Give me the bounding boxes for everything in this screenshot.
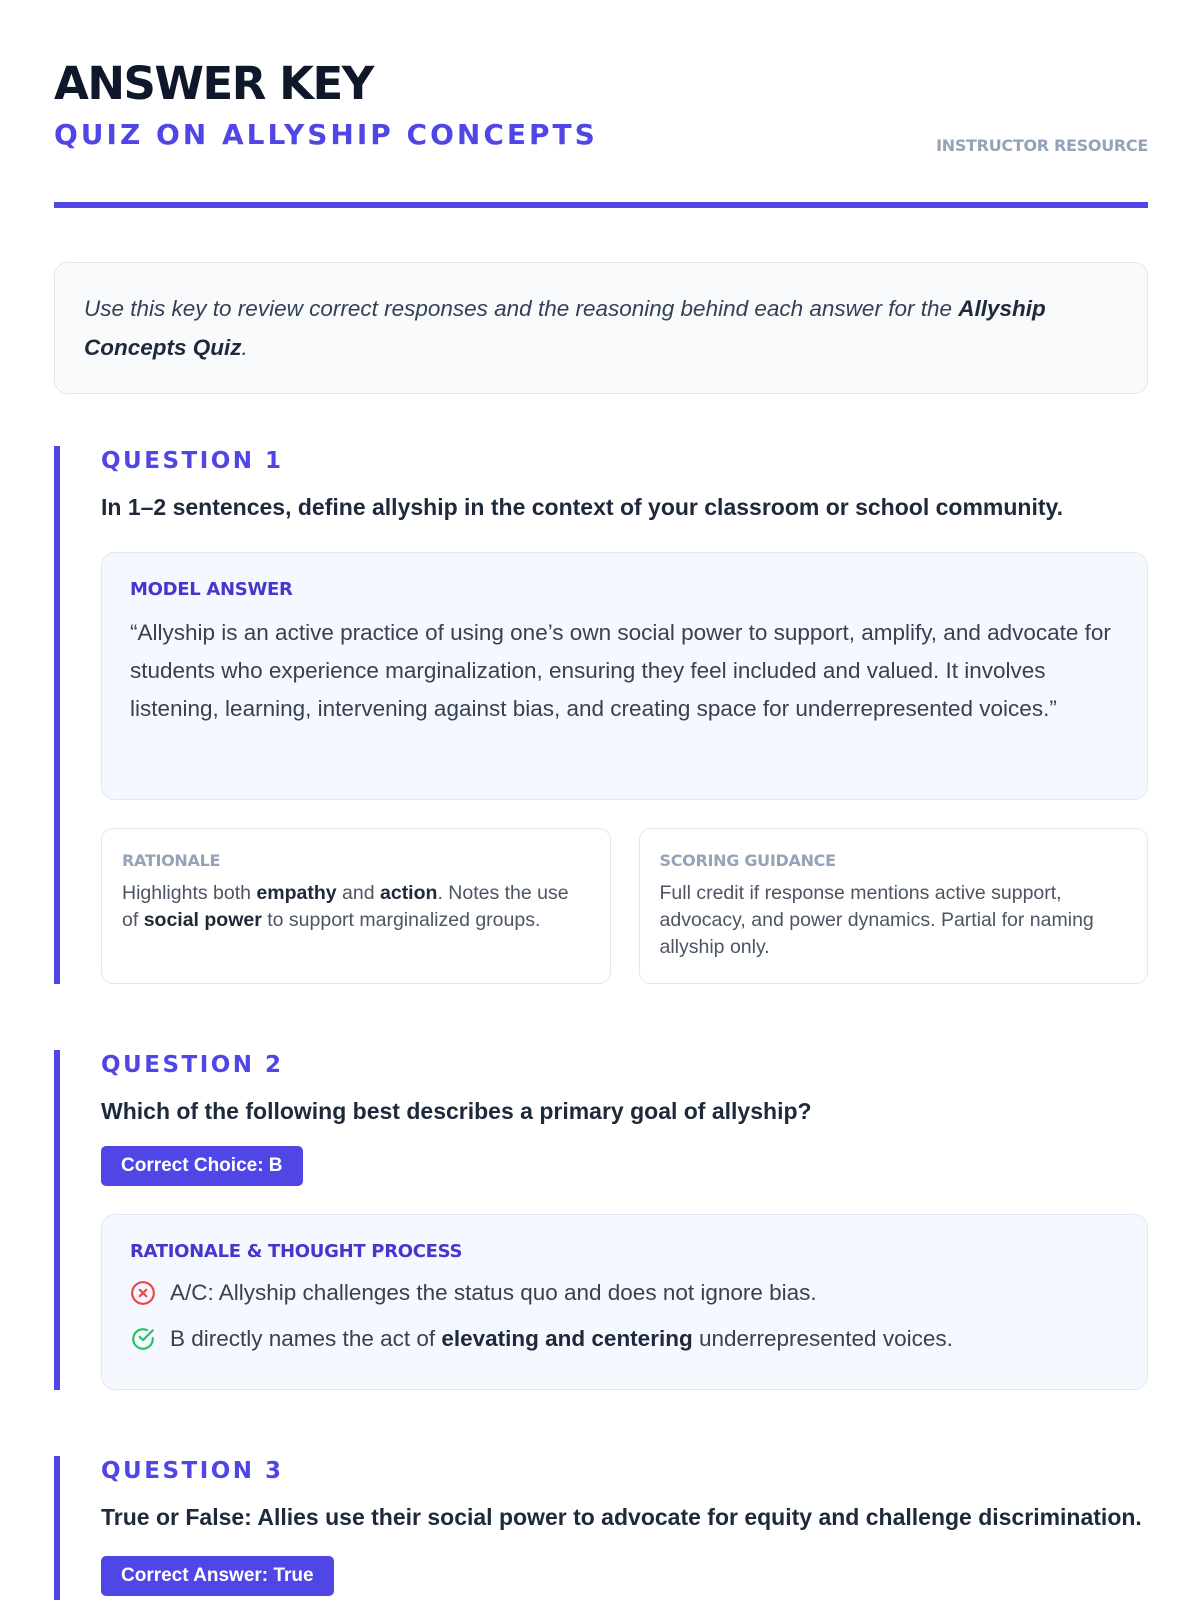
model-answer-text: “Allyship is an active practice of using one’s own social power to support, amplify, and advocate for students who experience marginalization, ensuring they feel included and valued. It involves listening, learning, intervening against bias, and creating space for underrepresented voices.” xyxy=(130,620,1111,721)
rationale-item-text: B directly names the act of elevating and centering underrepresented voices. xyxy=(170,1326,953,1351)
quiz-name: Allyship Concepts Quiz xyxy=(84,296,1046,360)
x-circle-icon xyxy=(130,1280,156,1306)
question-label: QUESTION 3 xyxy=(101,1458,284,1484)
intro-box xyxy=(54,262,1148,394)
rationale-item xyxy=(130,1324,1119,1354)
correct-answer-badge: Correct Answer: True xyxy=(101,1556,334,1596)
rationale-label: RATIONALE xyxy=(122,851,221,870)
model-answer-label: MODEL ANSWER xyxy=(130,579,293,600)
rationale-text: Highlights both empathy and action. Notes the use of social power to support marginalized groups. xyxy=(122,882,569,931)
rationale-panel xyxy=(101,1214,1148,1390)
answer-cards xyxy=(101,828,1148,984)
rationale-label: RATIONALE & THOUGHT PROCESS xyxy=(130,1241,463,1262)
resource-label: INSTRUCTOR RESOURCE xyxy=(936,136,1148,155)
scoring-card xyxy=(639,828,1149,984)
question-text: Which of the following best describes a primary goal of allyship? xyxy=(101,1098,812,1124)
intro-text: Use this key to review correct responses and the reasoning behind each answer for the xyxy=(84,296,959,321)
question-text: In 1–2 sentences, define allyship in the context of your classroom or school community. xyxy=(101,494,1063,520)
question-label: QUESTION 1 xyxy=(101,448,284,474)
scoring-text: Full credit if response mentions active support, advocacy, and power dynamics. Partial for naming allyship only. xyxy=(659,882,1094,958)
rationale-item xyxy=(130,1278,1119,1308)
check-circle-icon xyxy=(130,1326,156,1352)
rationale-card xyxy=(101,828,611,984)
page-title: ANSWER KEY xyxy=(54,57,373,110)
question-2 xyxy=(54,1050,1148,1390)
question-1 xyxy=(54,446,1148,984)
intro-text-end: . xyxy=(241,335,248,360)
rationale-item-text: A/C: Allyship challenges the status quo and does not ignore bias. xyxy=(170,1280,817,1305)
scoring-label: SCORING GUIDANCE xyxy=(659,851,836,870)
question-text: True or False: Allies use their social power to advocate for equity and challenge discrimination. xyxy=(101,1504,1142,1530)
model-answer-panel xyxy=(101,552,1148,800)
correct-choice-badge: Correct Choice: B xyxy=(101,1146,303,1186)
page-header xyxy=(54,58,1148,208)
page-subtitle: QUIZ ON ALLYSHIP CONCEPTS xyxy=(54,118,598,151)
question-3 xyxy=(54,1456,1148,1600)
question-label: QUESTION 2 xyxy=(101,1052,284,1078)
